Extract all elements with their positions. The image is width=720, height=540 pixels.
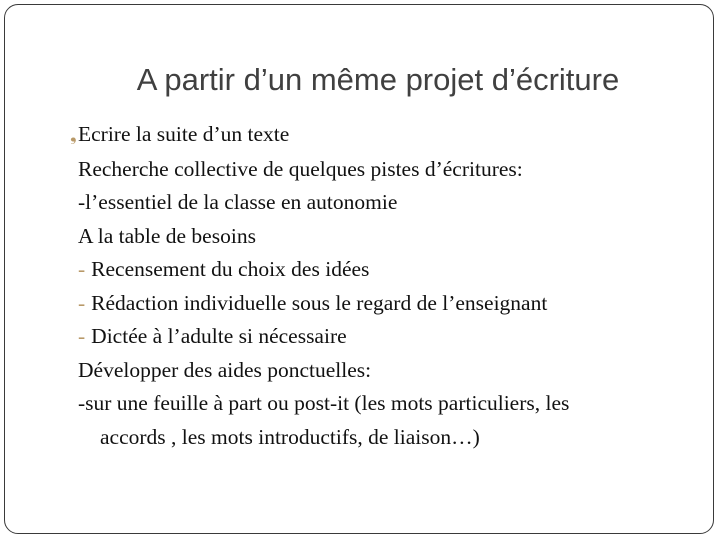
dash-text: Rédaction individuelle sous le regard de l’enseignant (91, 290, 548, 315)
dash-line (78, 253, 690, 287)
bullet-text: Ecrire la suite d’un texte (78, 122, 290, 146)
body-line: -l’essentiel de la classe en autonomie (78, 190, 398, 214)
dash-line (78, 287, 690, 321)
body-line-continuation: accords , les mots introductifs, de liaison…) (100, 424, 480, 449)
dash-marker: - (78, 257, 86, 281)
dash-line (78, 320, 690, 354)
body-line: Développer des aides ponctuelles: (78, 357, 372, 382)
dash-marker: - (78, 290, 86, 315)
slide-body (78, 118, 690, 454)
dash-marker: - (78, 324, 86, 348)
body-line: -sur une feuille à part ou post-it (les mots particuliers, les (78, 391, 570, 415)
body-line: Recherche collective de quelques pistes d’écritures: (78, 156, 523, 181)
bullet-line (78, 118, 690, 153)
dash-text: Recensement du choix des idées (91, 257, 370, 281)
dash-text: Dictée à l’adulte si nécessaire (91, 324, 347, 348)
body-line: A la table de besoins (78, 223, 256, 248)
slide-title: A partir d’un même projet d’écriture (136, 62, 620, 97)
